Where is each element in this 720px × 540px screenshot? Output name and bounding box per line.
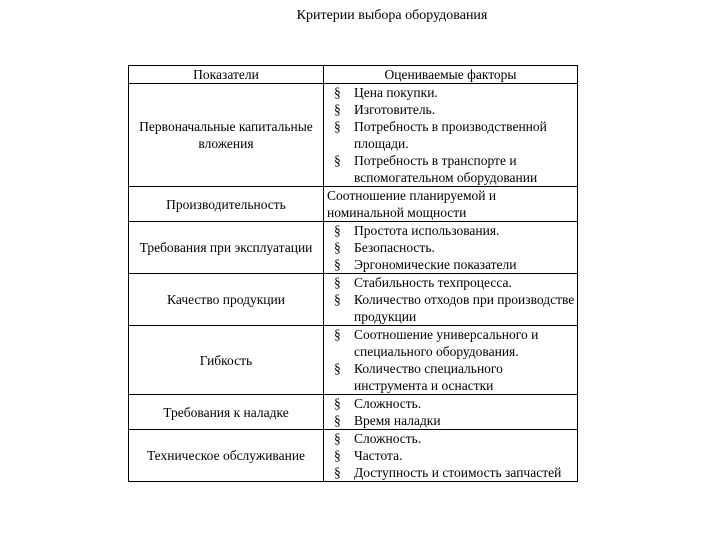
- table-row: [129, 187, 578, 222]
- indicator-cell: Качество продукции: [129, 274, 324, 326]
- factor-text: Доступность и стоимость запчастей: [354, 465, 562, 480]
- factor-item: [324, 239, 577, 256]
- bullet-icon: §: [334, 153, 341, 168]
- indicator-cell: Техническое обслуживание: [129, 430, 324, 482]
- factor-text: Соотношение планируемой и номинальной мощности: [327, 188, 497, 220]
- bullet-icon: §: [334, 327, 341, 342]
- page-title: Критерии выбора оборудования: [296, 8, 488, 23]
- factor-item: [324, 464, 577, 481]
- factors-cell: [324, 222, 578, 274]
- factor-text: Эргономические показатели: [354, 257, 517, 272]
- factor-item: [324, 412, 577, 429]
- bullet-icon: §: [334, 275, 341, 290]
- criteria-table: [128, 65, 578, 482]
- factor-text: Цена покупки.: [354, 85, 438, 100]
- factors-cell: [324, 84, 578, 187]
- factor-text: Безопасность.: [354, 240, 435, 255]
- factor-text: Потребность в производственной площади.: [354, 119, 547, 151]
- factor-item: [324, 101, 577, 118]
- factors-cell: [324, 395, 578, 430]
- table-row: [129, 430, 578, 482]
- indicator-cell: Первоначальные капитальные вложения: [129, 84, 324, 187]
- factor-text: Сложность.: [354, 396, 422, 411]
- bullet-icon: §: [334, 448, 341, 463]
- factors-cell: [324, 274, 578, 326]
- factor-text: Простота использования.: [354, 223, 500, 238]
- factor-item: [324, 326, 577, 360]
- bullet-icon: §: [334, 240, 341, 255]
- factor-item: [324, 447, 577, 464]
- factor-item: [324, 222, 577, 239]
- bullet-icon: §: [334, 223, 341, 238]
- factor-item: [324, 360, 577, 394]
- bullet-icon: §: [334, 361, 341, 376]
- bullet-icon: §: [334, 465, 341, 480]
- factor-item: [324, 118, 577, 152]
- factor-item: [324, 256, 577, 273]
- factor-text: Стабильность техпроцесса.: [354, 275, 512, 290]
- factor-text: Количество специального инструмента и оснастки: [354, 361, 503, 393]
- bullet-icon: §: [334, 431, 341, 446]
- bullet-icon: §: [334, 257, 341, 272]
- indicator-cell: Производительность: [129, 187, 324, 222]
- table-row: [129, 274, 578, 326]
- factor-text: Потребность в транспорте и вспомогательном оборудовании: [354, 153, 538, 185]
- bullet-icon: §: [334, 85, 341, 100]
- table-header-row: [129, 66, 578, 84]
- factors-cell: [324, 187, 578, 222]
- table-row: [129, 395, 578, 430]
- factor-text: Соотношение универсального и специального оборудования.: [354, 327, 539, 359]
- factor-text: Изготовитель.: [354, 102, 436, 117]
- factor-item: [324, 84, 577, 101]
- indicator-cell: Гибкость: [129, 326, 324, 395]
- factor-text: Время наладки: [354, 413, 441, 428]
- table-row: [129, 84, 578, 187]
- factors-cell: [324, 430, 578, 482]
- bullet-icon: §: [334, 102, 341, 117]
- factor-item: [324, 430, 577, 447]
- column-header-factors: Оцениваемые факторы: [324, 66, 578, 84]
- bullet-icon: §: [334, 292, 341, 307]
- factor-item: [324, 152, 577, 186]
- factors-cell: [324, 326, 578, 395]
- indicator-cell: Требования при эксплуатации: [129, 222, 324, 274]
- bullet-icon: §: [334, 413, 341, 428]
- factor-text: Количество отходов при производстве продукции: [354, 292, 575, 324]
- table-row: [129, 222, 578, 274]
- factor-text: Сложность.: [354, 431, 422, 446]
- factor-item: [324, 291, 577, 325]
- table-row: [129, 326, 578, 395]
- table-body: [129, 84, 578, 482]
- indicator-cell: Требования к наладке: [129, 395, 324, 430]
- factor-text: Частота.: [354, 448, 403, 463]
- column-header-indicators: Показатели: [129, 66, 324, 84]
- factor-item: [324, 395, 577, 412]
- bullet-icon: §: [334, 119, 341, 134]
- factor-item: [324, 274, 577, 291]
- bullet-icon: §: [334, 396, 341, 411]
